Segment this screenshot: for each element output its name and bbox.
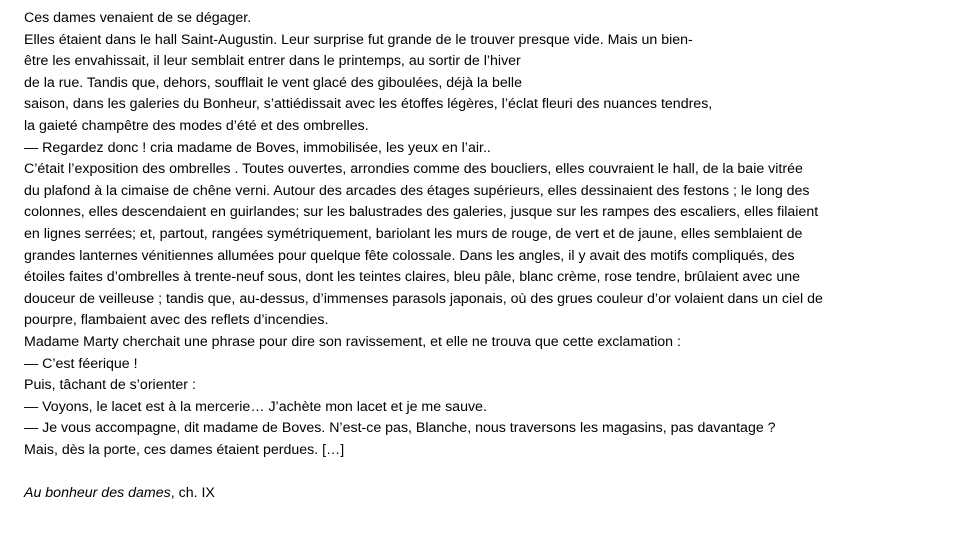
document-page bbox=[24, 8, 948, 505]
passage-line: de la rue. Tandis que, dehors, soufflait le vent glacé des giboulées, déjà la belle bbox=[24, 74, 522, 91]
passage-line: saison, dans les galeries du Bonheur, s’attiédissait avec les étoffes légères, l’éclat fleuri des nuances tendres, bbox=[24, 96, 713, 113]
chapter-reference: , ch. IX bbox=[170, 485, 215, 502]
passage-line: douceur de veilleuse ; tandis que, au-dessus, d’immenses parasols japonais, où des grues couleur d’or volaient dans un ciel de bbox=[24, 290, 823, 307]
source-citation bbox=[24, 483, 948, 505]
passage-line: en lignes serrées; et, partout, rangées symétriquement, bariolant les murs de rouge, de vert et de jaune, elles semblaient de bbox=[24, 225, 803, 242]
passage-line: pourpre, flambaient avec des reflets d’incendies. bbox=[24, 312, 329, 329]
passage-line: du plafond à la cimaise de chêne verni. Autour des arcades des étages supérieurs, elles dessinaient des festons ; le long des bbox=[24, 182, 810, 199]
passage-text bbox=[24, 8, 948, 461]
passage-line: Puis, tâchant de s’orienter : bbox=[24, 377, 196, 394]
passage-line: colonnes, elles descendaient en guirlandes; sur les balustrades des galeries, jusque sur les rampes des escaliers, elles filaient bbox=[24, 204, 819, 221]
passage-line: C’était l’exposition des ombrelles . Toutes ouvertes, arrondies comme des boucliers, elles couvraient le hall, de la baie vitrée bbox=[24, 161, 803, 178]
passage-line: la gaieté champêtre des modes d’été et des ombrelles. bbox=[24, 117, 369, 134]
passage-line: — Regardez donc ! cria madame de Boves, immobilisée, les yeux en l’air.. bbox=[24, 139, 491, 156]
passage-line: Elles étaient dans le hall Saint-Augustin. Leur surprise fut grande de le trouver presque vide. Mais un bien- bbox=[24, 31, 693, 48]
passage-line: Mais, dès la porte, ces dames étaient perdues. […] bbox=[24, 441, 345, 458]
paragraph-gap bbox=[24, 461, 948, 483]
passage-line: grandes lanternes vénitiennes allumées pour quelque fête colossale. Dans les angles, il y avait des motifs compliqués, des bbox=[24, 247, 795, 264]
passage-line: — C’est féerique ! bbox=[24, 355, 138, 372]
passage-line: Madame Marty cherchait une phrase pour dire son ravissement, et elle ne trouva que cette exclamation : bbox=[24, 333, 681, 350]
passage-line: être les envahissait, il leur semblait entrer dans le printemps, au sortir de l’hiver bbox=[24, 53, 521, 70]
passage-line: Ces dames venaient de se dégager. bbox=[24, 10, 252, 26]
book-title: Au bonheur des dames bbox=[24, 485, 171, 502]
passage-line: — Je vous accompagne, dit madame de Boves. N’est-ce pas, Blanche, nous traversons les magasins, pas davantage ? bbox=[24, 420, 776, 437]
passage-line: — Voyons, le lacet est à la mercerie… J’achète mon lacet et je me sauve. bbox=[24, 398, 487, 415]
passage-line: étoiles faites d’ombrelles à trente-neuf sous, dont les teintes claires, bleu pâle, blanc crème, rose tendre, brûlaient avec une bbox=[24, 269, 801, 286]
